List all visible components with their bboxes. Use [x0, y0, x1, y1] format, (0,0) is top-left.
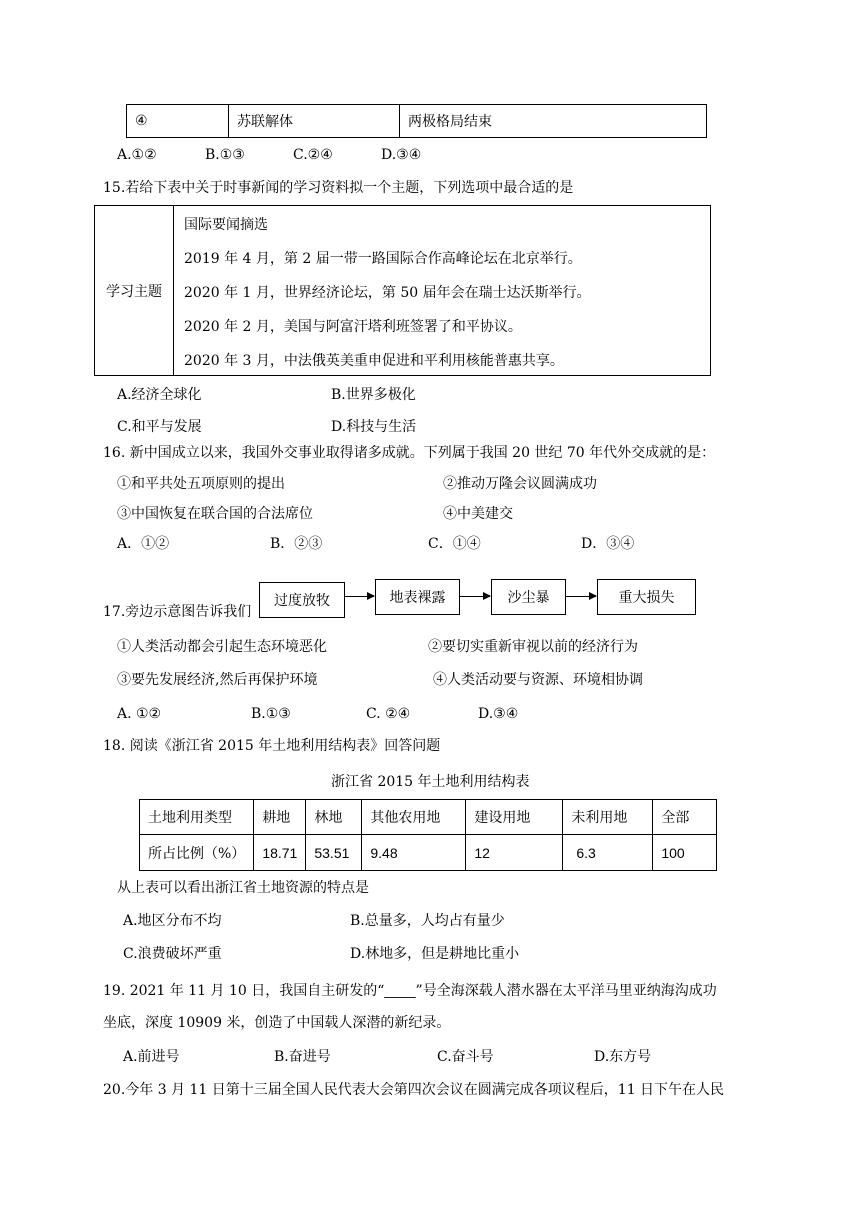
- q16-item: ③中国恢复在联合国的合法席位: [117, 506, 313, 522]
- q19-option-a[interactable]: A.前进号: [123, 1049, 180, 1065]
- q16-item: ②推动万隆会议圆满成功: [443, 476, 597, 492]
- q14-option-d[interactable]: D.③④: [381, 147, 422, 163]
- q18-cell: 6.3: [563, 835, 653, 871]
- q18-header: 建设用地: [466, 800, 563, 835]
- q19-stem-part: 19. 2021 年 11 月 10 日，我国自主研发的“: [103, 983, 385, 999]
- q18-option-c[interactable]: C.浪费破坏严重: [123, 946, 222, 962]
- q18-cell: 12: [466, 835, 563, 871]
- q16-option-d[interactable]: D．③④: [581, 536, 635, 552]
- q17-item: ③要先发展经济,然后再保护环境: [117, 672, 318, 688]
- q15-label: 学习主题: [95, 206, 174, 376]
- q15-line: 2019 年 4 月，第 2 届一带一路国际合作高峰论坛在北京举行。: [184, 251, 582, 267]
- q15-option-a[interactable]: A.经济全球化: [117, 387, 202, 403]
- q15-content: [174, 206, 711, 376]
- q19-option-c[interactable]: C.奋斗号: [437, 1049, 494, 1065]
- q15-table: [94, 205, 711, 376]
- q17-stem: 17.旁边示意图告诉我们: [103, 604, 252, 620]
- q14-option-a[interactable]: A.①②: [117, 147, 157, 163]
- q16-item: ①和平共处五项原则的提出: [117, 476, 285, 492]
- q18-header: 耕地: [254, 800, 306, 835]
- q14-table-cell: ④: [127, 105, 229, 138]
- q18-option-a[interactable]: A.地区分布不均: [123, 913, 222, 929]
- q18-option-d[interactable]: D.林地多，但是耕地比重小: [350, 946, 520, 962]
- q14-table-cell: 苏联解体: [229, 105, 400, 138]
- q17-option-b[interactable]: B.①③: [251, 706, 291, 722]
- q18-question: 从上表可以看出浙江省土地资源的特点是: [117, 880, 369, 896]
- q15-option-c[interactable]: C.和平与发展: [117, 419, 202, 435]
- q17-option-d[interactable]: D.③④: [478, 706, 519, 722]
- q15-line: 2020 年 1 月，世界经济论坛，第 50 届年会在瑞士达沃斯举行。: [184, 285, 591, 301]
- q19-option-b[interactable]: B.奋进号: [274, 1049, 331, 1065]
- q18-cell: 9.48: [362, 835, 466, 871]
- q15-line: 2020 年 2 月，美国与阿富汗塔利班签署了和平协议。: [184, 319, 522, 335]
- q17-item: ④人类活动要与资源、环境相协调: [433, 672, 643, 688]
- q18-cell: 所占比例（%）: [140, 835, 254, 871]
- q16-option-c[interactable]: C．①④: [428, 536, 481, 552]
- q17-option-c[interactable]: C. ②④: [366, 706, 411, 722]
- q18-table: [139, 799, 717, 871]
- q16-option-a[interactable]: A．①②: [117, 536, 170, 552]
- flow-box-major-loss: 重大损失: [597, 579, 696, 615]
- flow-box-bare-surface: 地表裸露: [375, 579, 460, 615]
- q15-stem: 15.若给下表中关于时事新闻的学习资料拟一个主题，下列选项中最合适的是: [103, 180, 574, 196]
- q18-header: 未利用地: [563, 800, 653, 835]
- q16-item: ④中美建交: [443, 506, 513, 522]
- q18-cell: 53.51: [306, 835, 362, 871]
- q19-option-d[interactable]: D.东方号: [594, 1049, 652, 1065]
- flow-arrow: [565, 596, 596, 597]
- q14-option-b[interactable]: B.①③: [205, 147, 245, 163]
- q20-stem: 20.今年 3 月 11 日第十三届全国人民代表大会第四次会议在圆满完成各项议程后，11 日下午在人民: [103, 1082, 725, 1098]
- q15-option-b[interactable]: B.世界多极化: [331, 387, 416, 403]
- q18-header: 土地利用类型: [140, 800, 254, 835]
- q19-stem-line1: [103, 983, 717, 998]
- q17-item: ②要切实重新审视以前的经济行为: [428, 639, 638, 655]
- flow-arrow: [459, 596, 490, 597]
- q18-option-b[interactable]: B.总量多，人均占有量少: [350, 913, 505, 929]
- q14-option-c[interactable]: C.②④: [293, 147, 333, 163]
- q18-cell: 18.71: [254, 835, 306, 871]
- q16-stem: 16. 新中国成立以来，我国外交事业取得诸多成就。下列属于我国 20 世纪 70 年代外交成就的是：: [103, 445, 716, 461]
- q19-stem-line2: 坐底，深度 10909 米，创造了中国载人深潜的新纪录。: [103, 1015, 451, 1031]
- q15-option-d[interactable]: D.科技与生活: [331, 419, 417, 435]
- flow-box-overgrazing: 过度放牧: [259, 582, 345, 618]
- flow-arrow: [344, 596, 374, 597]
- q17-item: ①人类活动都会引起生态环境恶化: [117, 639, 327, 655]
- q18-header: 林地: [306, 800, 362, 835]
- q18-stem: 18. 阅读《浙江省 2015 年土地利用结构表》回答问题: [103, 738, 441, 754]
- q19-blank: ____: [384, 982, 416, 998]
- flow-box-sandstorm: 沙尘暴: [491, 579, 566, 615]
- q18-cell: 100: [653, 835, 717, 871]
- q15-line: 2020 年 3 月，中法俄英美重申促进和平利用核能普惠共享。: [184, 353, 564, 369]
- q18-header: 其他农用地: [362, 800, 466, 835]
- q18-table-title: 浙江省 2015 年土地利用结构表: [331, 774, 530, 790]
- q16-option-b[interactable]: B．②③: [270, 536, 323, 552]
- q17-option-a[interactable]: A. ①②: [117, 706, 162, 722]
- q14-table-cell: 两极格局结束: [400, 105, 707, 138]
- q19-stem-part: ”号全海深载人潜水器在太平洋马里亚纳海沟成功: [415, 983, 717, 999]
- q15-line: 国际要闻摘选: [184, 217, 268, 233]
- q14-table: [126, 104, 707, 138]
- q18-header: 全部: [653, 800, 717, 835]
